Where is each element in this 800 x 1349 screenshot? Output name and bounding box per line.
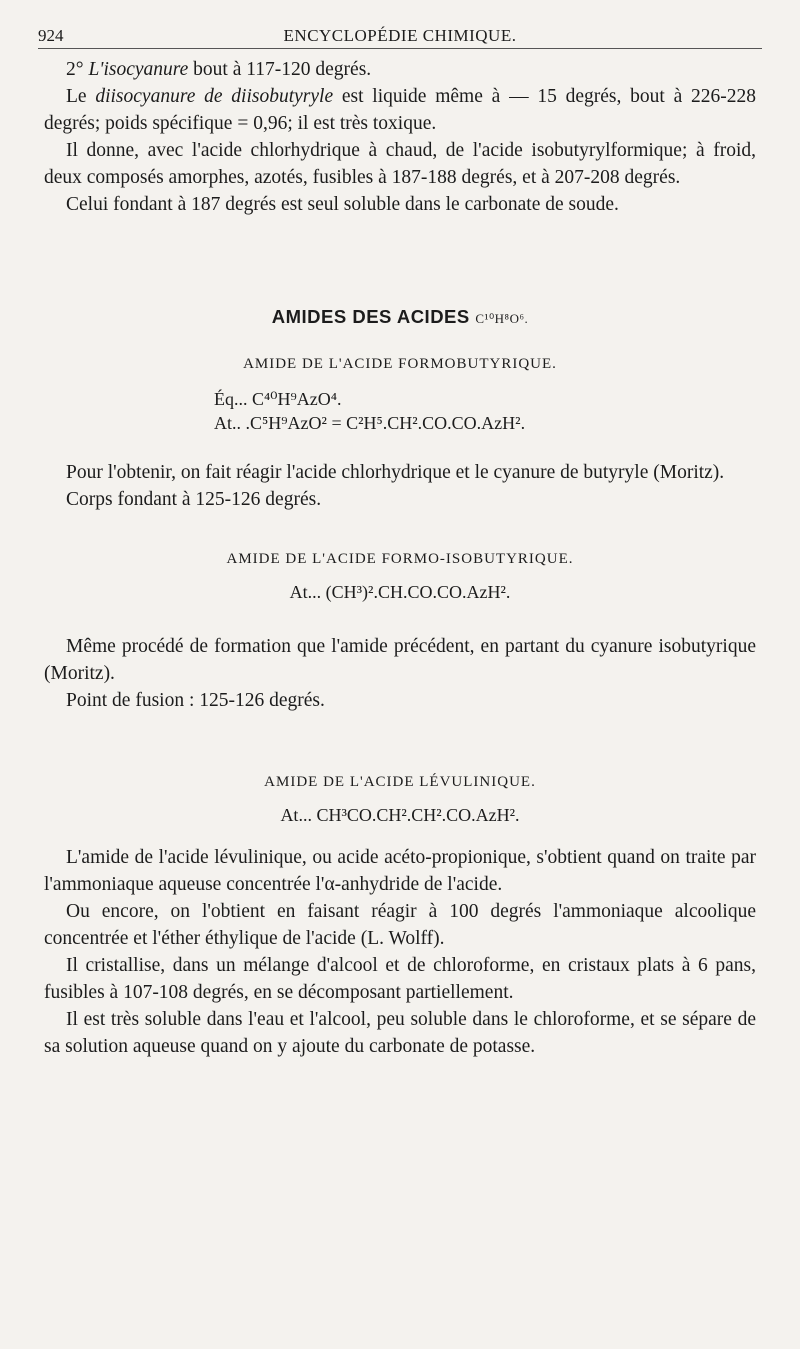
paragraph-carbonate-soude: Celui fondant à 187 degrés est seul soluble dans le carbonate de soude.	[66, 194, 619, 215]
paragraph-point-fusion: Point de fusion : 125-126 degrés.	[66, 690, 325, 711]
paragraph-ammoniaque-alcoolique: Ou encore, on l'obtient en faisant réagir à 100 degrés l'ammoniaque alcoolique concentrée et l'éther éthylique de l'acide (L. Wolff).	[44, 901, 756, 949]
subsection-title-levulinique: AMIDE DE L'ACIDE LÉVULINIQUE.	[264, 774, 536, 790]
paragraph-amide-levulinique: L'amide de l'acide lévulinique, ou acide acéto-propionique, s'obtient quand on traite par l'ammoniaque aqueuse concentrée l'α-anhydride de l'acide.	[44, 847, 756, 895]
running-header	[38, 26, 762, 48]
page-body	[44, 56, 756, 1060]
paragraph-acide-chlorhydrique: Il donne, avec l'acide chlorhydrique à chaud, de l'acide isobutyrylformique; à froid, deux composés amorphes, azotés, fusibles à 187-188 degrés, et à 207-208 degrés.	[44, 140, 756, 188]
formula-equivalent: Éq... C⁴⁰H⁹AzO⁴.	[214, 389, 342, 409]
formula-block-formobutyrique	[214, 387, 756, 435]
header-rule	[38, 48, 762, 49]
section-title: AMIDES DES ACIDES C¹⁰H⁸O⁶.	[271, 306, 529, 327]
paragraph-diisocyanure: Le diisocyanure de diisobutyryle est liquide même à — 15 degrés, bout à 226-228 degrés; poids spécifique = 0,96; il est très toxique.	[44, 86, 756, 134]
paragraph-fusion-formobutyrique: Corps fondant à 125-126 degrés.	[66, 489, 322, 510]
formula-levulinique: At... CH³CO.CH².CH².CO.AzH².	[280, 805, 520, 825]
paragraph-solubilite: Il est très soluble dans l'eau et l'alcool, peu soluble dans le chloroforme, et se sépare de sa solution aqueuse quand on y ajoute du carbonate de potasse.	[44, 1009, 756, 1057]
paragraph-cristallisation: Il cristallise, dans un mélange d'alcool et de chloroforme, en cristaux plats à 6 pans, fusibles à 107-108 degrés, en se décomposant partiellement.	[44, 955, 756, 1003]
formula-formo-isobutyrique: At... (CH³)².CH.CO.CO.AzH².	[289, 582, 511, 602]
section-formula: C¹⁰H⁸O⁶.	[475, 311, 529, 326]
subsection-title-formobutyrique: AMIDE DE L'ACIDE FORMOBUTYRIQUE.	[243, 356, 557, 372]
page-number: 924	[38, 26, 64, 45]
paragraph-isocyanure: 2° L'isocyanure bout à 117-120 degrés.	[66, 59, 372, 80]
paragraph-meme-procede: Même procédé de formation que l'amide précédent, en partant du cyanure isobutyrique (Moritz).	[44, 636, 756, 684]
formula-atomic: At.. .C⁵H⁹AzO² = C²H⁵.CH².CO.CO.AzH².	[214, 413, 526, 433]
paragraph-obtention-butyryle: Pour l'obtenir, on fait réagir l'acide chlorhydrique et le cyanure de butyryle (Moritz).	[66, 462, 725, 483]
running-title: ENCYCLOPÉDIE CHIMIQUE.	[283, 26, 517, 45]
subsection-title-formo-isobutyrique: AMIDE DE L'ACIDE FORMO-ISOBUTYRIQUE.	[226, 551, 574, 567]
